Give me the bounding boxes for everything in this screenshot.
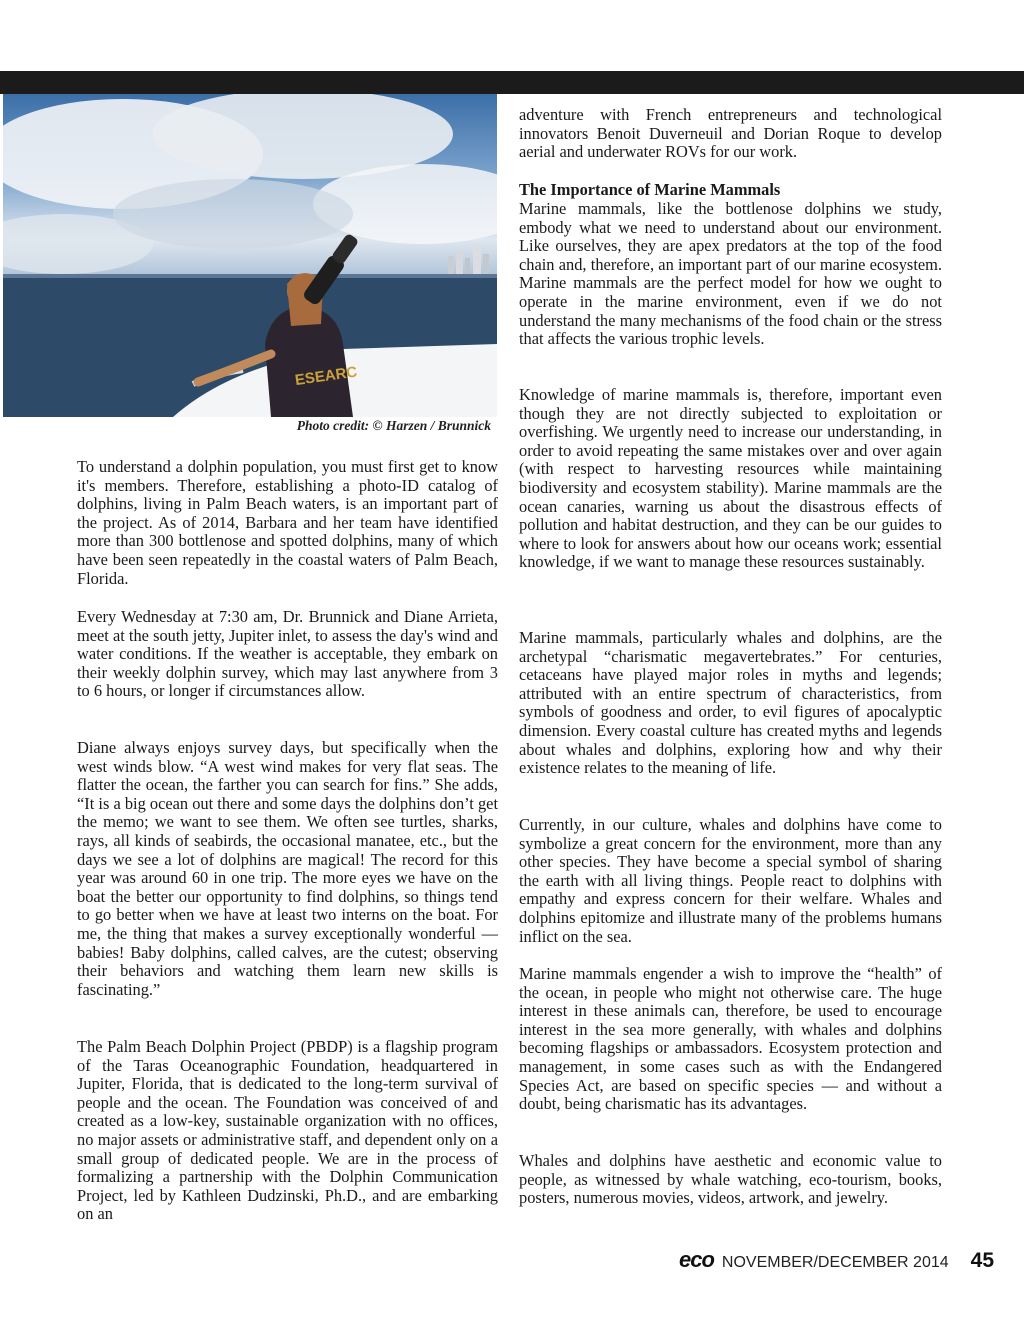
body-paragraph: Marine mammals, particularly whales and dolphins, are the archetypal “charismatic megavertebrates.” For centuries, cetaceans have played major roles in myths and legends; attributed with an entire spectrum of characteristics, from symbols of goodness and order, to evil figures of apocalyptic dimension. Every coastal culture has created myths and legends about whales and dolphins, exploring how and why their existence relates to the meaning of life. (519, 628, 942, 778)
body-paragraph: Knowledge of marine mammals is, therefore, important even though they are not directly subjected to exploitation or overfishing. We urgently need to increase our understanding, in order to avoid repeating the same mistakes over and over again (with respect to harvesting resources while maintaining biodiversity and ecosystem stability). Marine mammals are the ocean canaries, warning us about the disastrous effects of pollution and habitat destruction, and they can be our guides to where to look for answers about how our oceans work; essential knowledge, if we want to manage these resources sustainably. (519, 385, 942, 572)
body-paragraph: Marine mammals, like the bottlenose dolphins we study, embody what we need to understand about our environment. Like ourselves, they are apex predators at the top of the food chain and, therefore, an important part of our marine ecosystem. Marine mammals are the perfect model for how we ought to operate in the marine environment, even if we do not understand the many mechanisms of the food chain or the stress that affects the various trophic levels. (519, 199, 942, 349)
page-footer (679, 1247, 994, 1273)
body-paragraph: Marine mammals engender a wish to improve the “health” of the ocean, in people who might not otherwise care. The huge interest in these animals can, therefore, be used to encourage interest in the sea more generally, with whales and dolphins becoming flagships or ambassadors. Ecosystem protection and management, in some cases such as with the Endangered Species Act, are based on specific species — and without a doubt, being charismatic has its advantages. (519, 964, 942, 1114)
top-banner-bar (0, 71, 1024, 94)
body-paragraph: Every Wednesday at 7:30 am, Dr. Brunnick and Diane Arrieta, meet at the south jetty, Jupiter inlet, to assess the day's wind and water conditions. If the weather is acceptable, they embark on their weekly dolphin survey, which may last anywhere from 3 to 6 hours, or longer if circumstances allow. (77, 607, 498, 701)
body-paragraph: The Palm Beach Dolphin Project (PBDP) is a flagship program of the Taras Oceanographic Foundation, headquartered in Jupiter, Florida, that is dedicated to the long-term survival of people and the ocean. The Foundation was conceived of and created as a low-key, sustainable organization with no offices, no major assets or administrative staff, and dependent only on a small group of dedicated people. We are in the process of formalizing a partnership with the Dolphin Communication Project, led by Kathleen Dudzinski, Ph.D., and are embarking on an (77, 1037, 498, 1224)
continuation-paragraph: adventure with French entrepreneurs and technological innovators Benoit Duverneuil and Dorian Roque to develop aerial and underwater ROVs for our work. (519, 105, 942, 162)
section-heading: The Importance of Marine Mammals (519, 180, 781, 199)
body-paragraph: Diane always enjoys survey days, but specifically when the west winds blow. “A west wind makes for very flat seas. The flatter the ocean, the farther you can search for fins.” She adds, “It is a big ocean out there and some days the dolphins don’t get the memo; we want to see them. We often see turtles, sharks, rays, all kinds of seabirds, the occasional manatee, etc., but the days we see a lot of dolphins are magical! The record for this year was around 60 in one trip. The more eyes we have on the boat the better our opportunity to find dolphins, so things tend to go better when we have at least two interns on the boat. For me, the thing that makes a survey exceptionally wonderful — babies! Baby dolphins, called calves, are the cutest; observing their behaviors and watching them learn new skills is fascinating.” (77, 738, 498, 999)
magazine-logo: eco (678, 1247, 714, 1272)
body-paragraph: Currently, in our culture, whales and dolphins have come to symbolize a great concern for the environment, more than any other species. They have become a special symbol of sharing the earth with all living things. People react to dolphins with empathy and express concern for their welfare. Whales and dolphins epitomize and illustrate many of the problems humans inflict on the sea. (519, 815, 942, 946)
issue-date: NOVEMBER/DECEMBER 2014 (721, 1254, 949, 1271)
body-paragraph: To understand a dolphin population, you must first get to know it's members. Therefore, establishing a photo-ID catalog of dolphins, living in Palm Beach waters, is an important part of the project. As of 2014, Barbara and her team have identified more than 300 bottlenose and spotted dolphins, many of which have been seen repeatedly in the coastal waters of Palm Beach, Florida. (77, 457, 498, 588)
photo-credit: Photo credit: © Harzen / Brunnick (296, 418, 491, 433)
article-photo (3, 94, 497, 417)
shirt-lettering: ESEARC (293, 363, 359, 390)
page-number: 45 (970, 1249, 994, 1272)
photo-illustration (3, 94, 497, 417)
body-paragraph: Whales and dolphins have aesthetic and economic value to people, as witnessed by whale watching, eco-tourism, books, posters, numerous movies, videos, artwork, and jewelry. (519, 1151, 942, 1208)
